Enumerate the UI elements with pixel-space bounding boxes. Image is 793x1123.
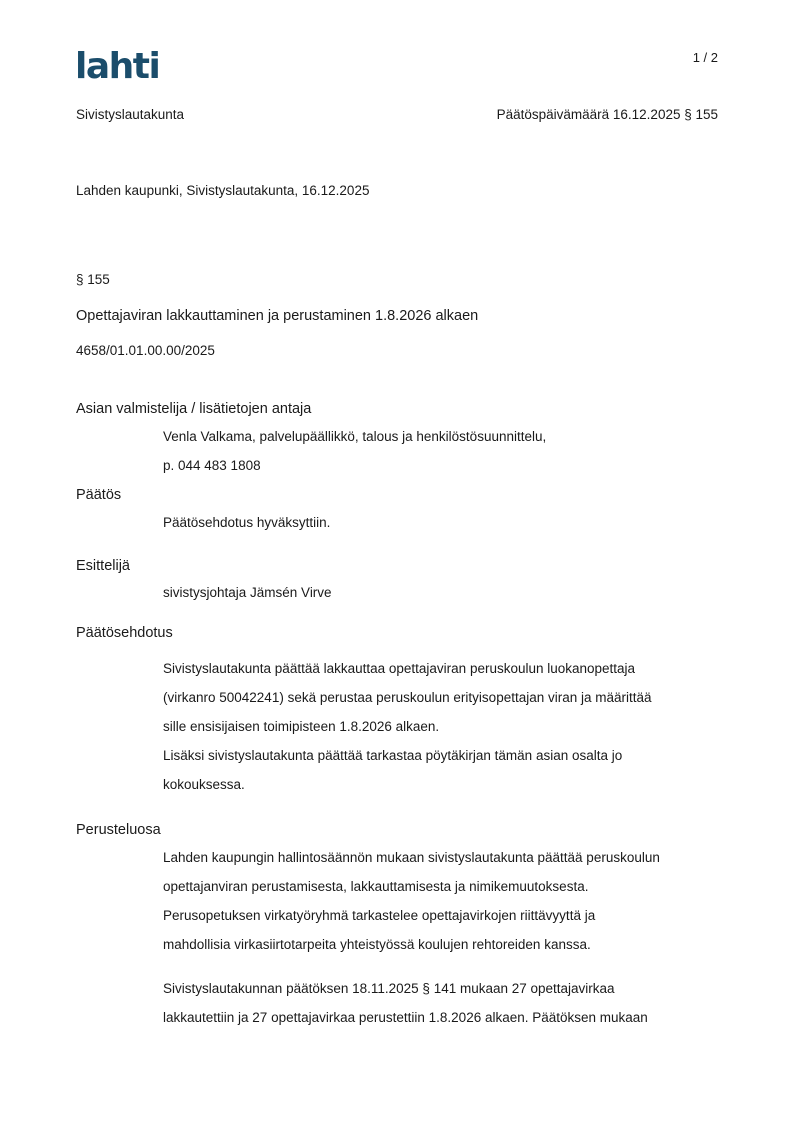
proposal-line: (virkanro 50042241) sekä perustaa peruskoulun erityisopettajan viran ja määrittää [163,690,652,705]
section-number: § 155 [76,272,110,287]
rationale-heading: Perusteluosa [76,822,161,838]
rationale-body [163,843,723,959]
city-line: Lahden kaupunki, Sivistyslautakunta, 16.12.2025 [76,183,370,198]
lahti-logo [75,46,167,82]
proposal-line: Lisäksi sivistyslautakunta päättää tarkastaa pöytäkirjan tämän asian osalta jo [163,748,623,763]
proposal-heading: Päätösehdotus [76,625,173,641]
preparer-heading: Asian valmistelija / lisätietojen antaja [76,401,312,417]
preparer-line-2: p. 044 483 1808 [163,458,261,473]
presenter-heading: Esittelijä [76,558,130,574]
case-number: 4658/01.01.00.00/2025 [76,343,215,358]
lahti-logo-mark [75,46,167,82]
proposal-line: kokouksessa. [163,777,245,792]
rationale-body-2 [163,974,723,1032]
header-decision-date: Päätöspäivämäärä 16.12.2025 § 155 [496,107,718,122]
proposal-line: sille ensisijaisen toimipisteen 1.8.2026 alkaen. [163,719,440,734]
logo-text: lahti [75,46,160,82]
header-body: Sivistyslautakunta [76,107,185,122]
rationale-line: Perusopetuksen virkatyöryhmä tarkastelee opettajavirkojen riittävyyttä ja [163,908,596,923]
proposal-line: Sivistyslautakunta päättää lakkauttaa opettajaviran peruskoulun luokanopettaja [163,661,636,676]
proposal-body [163,654,723,799]
page-number: 1 / 2 [692,50,718,65]
document-title: Opettajaviran lakkauttaminen ja perustaminen 1.8.2026 alkaen [76,308,479,324]
decision-text: Päätösehdotus hyväksyttiin. [163,515,331,530]
rationale-line: Sivistyslautakunnan päätöksen 18.11.2025 § 141 mukaan 27 opettajavirkaa [163,981,615,996]
rationale-line: Lahden kaupungin hallintosäännön mukaan sivistyslautakunta päättää peruskoulun [163,850,660,865]
rationale-line: opettajanviran perustamisesta, lakkauttamisesta ja nimikemuutoksesta. [163,879,589,894]
rationale-line: mahdollisia virkasiirtotarpeita yhteistyössä koulujen rehtoreiden kanssa. [163,937,591,952]
decision-heading: Päätös [76,487,122,503]
preparer-line-1: Venla Valkama, palvelupäällikkö, talous ja henkilöstösuunnittelu, [163,429,547,444]
presenter-text: sivistysjohtaja Jämsén Virve [163,585,332,600]
rationale-line: lakkautettiin ja 27 opettajavirkaa perustettiin 1.8.2026 alkaen. Päätöksen mukaan [163,1010,648,1025]
